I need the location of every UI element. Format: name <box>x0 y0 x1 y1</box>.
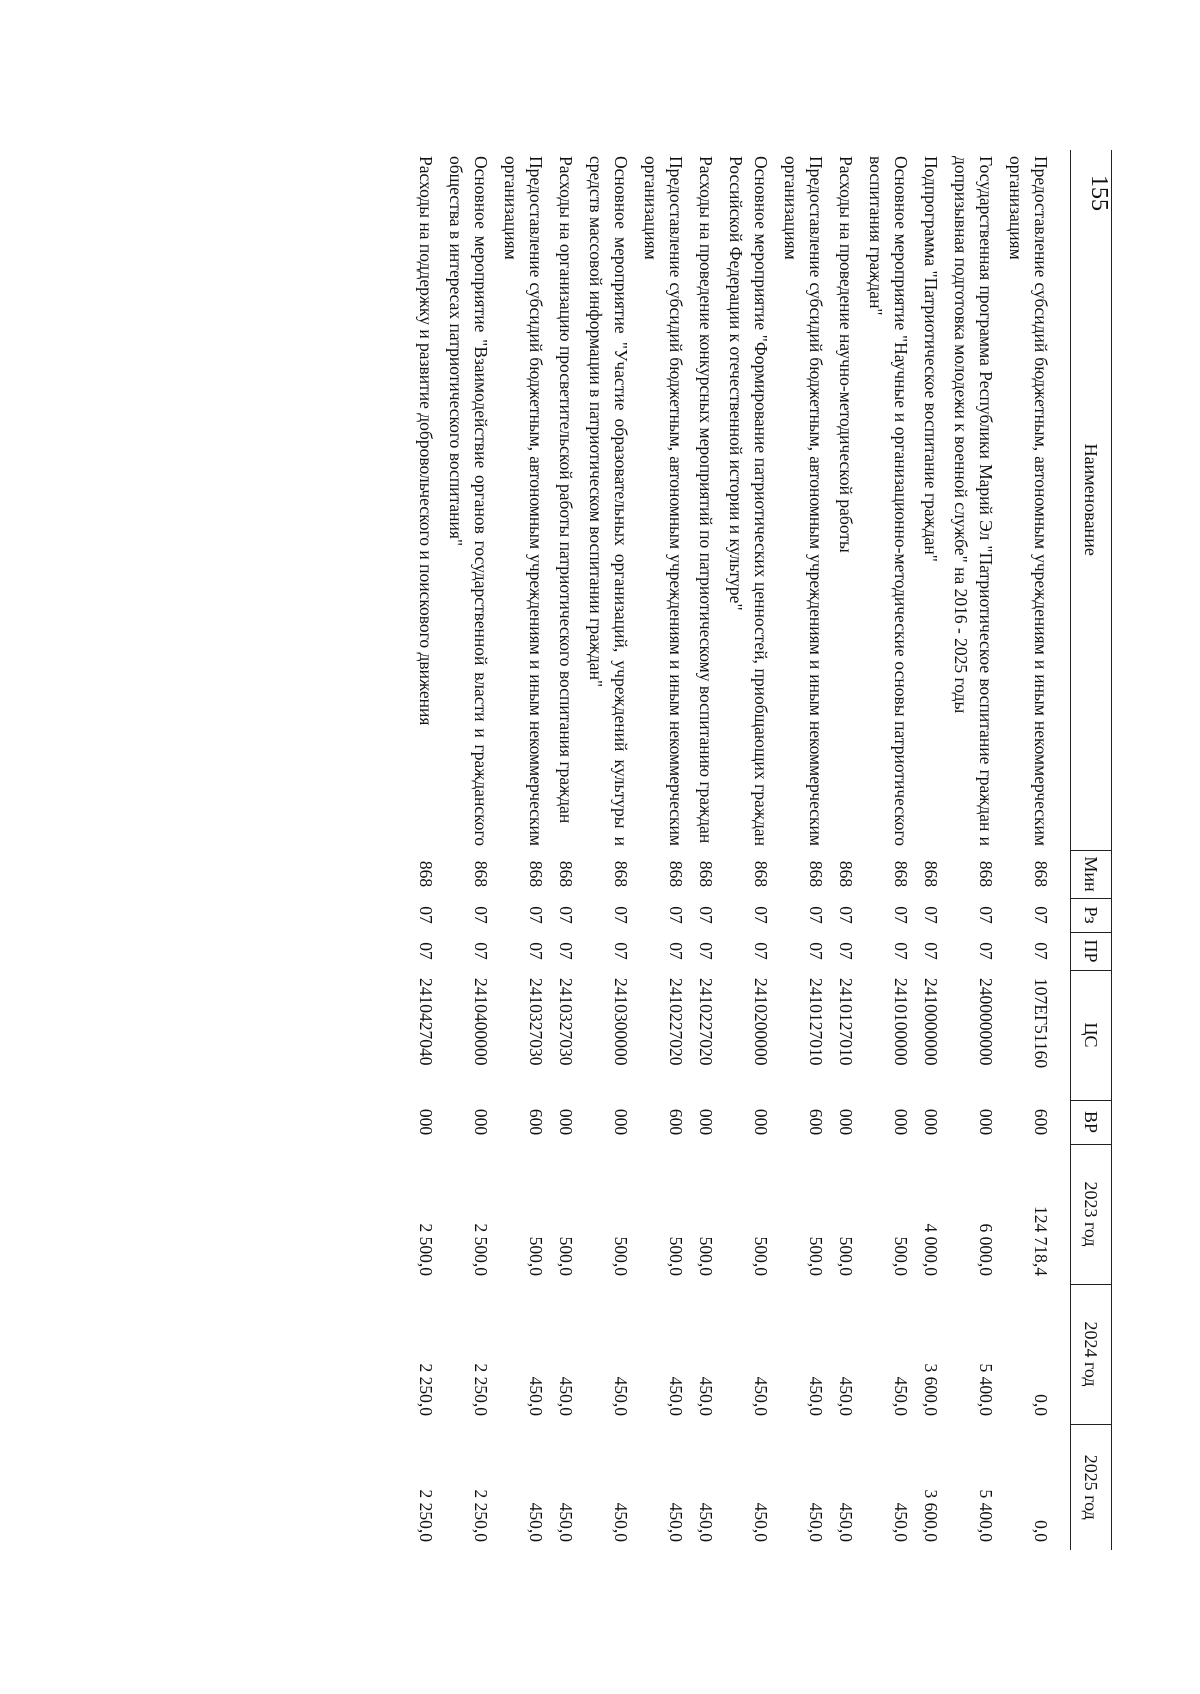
table-row <box>946 150 1001 1550</box>
cell-cs: 2410100000 <box>891 978 911 1066</box>
cell-2023: 500,0 <box>836 1236 856 1276</box>
cell-2023: 500,0 <box>611 1236 631 1276</box>
header-2024: 2024 год <box>1071 1284 1112 1424</box>
cell-rz: 07 <box>471 906 491 924</box>
cell-2023: 500,0 <box>526 1236 546 1276</box>
cell-2023: 500,0 <box>666 1236 686 1276</box>
header-pr: ПР <box>1071 932 1112 970</box>
cell-name: Предоставление субсидий бюджетным, автономным учреждениям и иным некоммерческим организациям <box>1006 156 1051 846</box>
cell-cs: 2400000000 <box>976 978 996 1066</box>
header-vr: ВР <box>1071 1100 1112 1144</box>
cell-min: 868 <box>696 860 716 888</box>
cell-pr: 07 <box>556 942 576 960</box>
cell-vr: 000 <box>751 1108 771 1136</box>
cell-name: Предоставление субсидий бюджетным, автономным учреждениям и иным некоммерческим организациям <box>501 156 546 846</box>
cell-pr: 07 <box>611 942 631 960</box>
cell-name: Основное мероприятие "Участие образовательных организаций, учреждений культуры и средств массовой информации в патриотическом воспитании граждан" <box>586 156 631 846</box>
cell-name: Расходы на организацию просветительской работы патриотического воспитания граждан <box>556 156 576 824</box>
cell-vr: 000 <box>696 1108 716 1136</box>
cell-pr: 07 <box>416 942 436 960</box>
budget-table <box>411 150 1112 1550</box>
cell-name: Основное мероприятие "Формирование патриотических ценностей, приобщающих граждан Российской Федерации к отечественной истории и культуре" <box>726 156 771 846</box>
cell-2024: 450,0 <box>836 1376 856 1416</box>
cell-cs: 107ЕГ51160 <box>1031 978 1051 1069</box>
cell-2023: 2 500,0 <box>416 1223 436 1276</box>
cell-name: Расходы на проведение научно-методической работы <box>836 156 856 553</box>
cell-name: Основное мероприятие "Научные и организационно-методические основы патриотического воспитания граждан" <box>866 156 911 846</box>
cell-rz: 07 <box>416 906 436 924</box>
table-body <box>411 150 1071 1550</box>
cell-2023: 500,0 <box>696 1236 716 1276</box>
cell-cs: 2410327030 <box>556 978 576 1066</box>
page-number: 155 <box>1086 175 1112 211</box>
cell-2025: 450,0 <box>806 1502 826 1542</box>
cell-min: 868 <box>666 860 686 888</box>
cell-2025: 2 250,0 <box>416 1489 436 1542</box>
cell-pr: 07 <box>471 942 491 960</box>
cell-min: 868 <box>751 860 771 888</box>
cell-pr: 07 <box>526 942 546 960</box>
cell-min: 868 <box>471 860 491 888</box>
spacer-row <box>1056 150 1071 1550</box>
cell-2024: 2 250,0 <box>416 1363 436 1416</box>
cell-pr: 07 <box>806 942 826 960</box>
cell-2024: 450,0 <box>891 1376 911 1416</box>
cell-rz: 07 <box>611 906 631 924</box>
cell-rz: 07 <box>836 906 856 924</box>
table-header-row <box>1071 150 1112 1550</box>
header-2025: 2025 год <box>1071 1424 1112 1550</box>
cell-2025: 450,0 <box>611 1502 631 1542</box>
cell-2023: 500,0 <box>751 1236 771 1276</box>
cell-cs: 2410127010 <box>806 978 826 1066</box>
cell-rz: 07 <box>751 906 771 924</box>
table-row <box>496 150 551 1550</box>
cell-2023: 6 000,0 <box>976 1223 996 1276</box>
cell-rz: 07 <box>891 906 911 924</box>
cell-min: 868 <box>1031 860 1051 888</box>
table-row <box>691 150 721 1550</box>
cell-name: Государственная программа Республики Марий Эл "Патриотическое воспитание граждан и допризывная подготовка молодежи к военной службе" на 2016 - 2025 годы <box>951 156 996 846</box>
cell-2024: 450,0 <box>611 1376 631 1416</box>
cell-2025: 0,0 <box>1031 1520 1051 1542</box>
cell-min: 868 <box>891 860 911 888</box>
cell-2025: 450,0 <box>891 1502 911 1542</box>
cell-rz: 07 <box>921 906 941 924</box>
cell-cs: 2410127010 <box>836 978 856 1066</box>
cell-pr: 07 <box>696 942 716 960</box>
cell-rz: 07 <box>696 906 716 924</box>
cell-rz: 07 <box>556 906 576 924</box>
cell-vr: 000 <box>471 1108 491 1136</box>
table-row <box>831 150 861 1550</box>
cell-pr: 07 <box>836 942 856 960</box>
rotated-page-content <box>411 150 1112 1550</box>
cell-min: 868 <box>556 860 576 888</box>
cell-vr: 000 <box>976 1108 996 1136</box>
cell-2025: 450,0 <box>751 1502 771 1542</box>
cell-2024: 450,0 <box>696 1376 716 1416</box>
cell-pr: 07 <box>891 942 911 960</box>
table-row <box>1001 150 1056 1550</box>
cell-pr: 07 <box>666 942 686 960</box>
cell-cs: 2410327030 <box>526 978 546 1066</box>
cell-min: 868 <box>806 860 826 888</box>
cell-rz: 07 <box>976 906 996 924</box>
cell-name: Расходы на поддержку и развитие добровольческого и поискового движения <box>416 156 436 726</box>
cell-cs: 2410400000 <box>471 978 491 1066</box>
cell-cs: 2410227020 <box>696 978 716 1066</box>
cell-cs: 2410300000 <box>611 978 631 1066</box>
cell-name: Подпрограмма "Патриотическое воспитание граждан" <box>921 156 941 562</box>
cell-min: 868 <box>921 860 941 888</box>
cell-pr: 07 <box>976 942 996 960</box>
cell-vr: 000 <box>556 1108 576 1136</box>
cell-vr: 600 <box>526 1108 546 1136</box>
table-row <box>916 150 946 1550</box>
header-rz: Рз <box>1071 898 1112 932</box>
cell-pr: 07 <box>1031 942 1051 960</box>
header-2023: 2023 год <box>1071 1144 1112 1284</box>
table-row <box>551 150 581 1550</box>
cell-cs: 2410227020 <box>666 978 686 1066</box>
table-row <box>441 150 496 1550</box>
cell-min: 868 <box>416 860 436 888</box>
cell-rz: 07 <box>526 906 546 924</box>
table-row <box>636 150 691 1550</box>
cell-2025: 450,0 <box>526 1502 546 1542</box>
cell-vr: 600 <box>666 1108 686 1136</box>
cell-2025: 5 400,0 <box>976 1489 996 1542</box>
cell-vr: 600 <box>806 1108 826 1136</box>
cell-2025: 450,0 <box>556 1502 576 1542</box>
table-row <box>861 150 916 1550</box>
table-row <box>721 150 776 1550</box>
cell-name: Основное мероприятие "Взаимодействие органов государственной власти и гражданского общества в интересах патриотического воспитания" <box>446 156 491 846</box>
cell-vr: 000 <box>416 1108 436 1136</box>
cell-vr: 600 <box>1031 1108 1051 1136</box>
cell-rz: 07 <box>806 906 826 924</box>
cell-cs: 2410427040 <box>416 978 436 1066</box>
header-cs: ЦС <box>1071 970 1112 1100</box>
cell-vr: 000 <box>836 1108 856 1136</box>
cell-name: Расходы на проведение конкурсных мероприятий по патриотическому воспитанию граждан <box>696 156 716 844</box>
cell-name: Предоставление субсидий бюджетным, автономным учреждениям и иным некоммерческим организациям <box>781 156 826 846</box>
cell-2024: 2 250,0 <box>471 1363 491 1416</box>
cell-pr: 07 <box>921 942 941 960</box>
cell-2023: 500,0 <box>891 1236 911 1276</box>
cell-2024: 0,0 <box>1031 1394 1051 1416</box>
cell-2023: 2 500,0 <box>471 1223 491 1276</box>
cell-min: 868 <box>976 860 996 888</box>
cell-2024: 450,0 <box>666 1376 686 1416</box>
cell-name: Предоставление субсидий бюджетным, автономным учреждениям и иным некоммерческим организациям <box>641 156 686 846</box>
cell-vr: 000 <box>611 1108 631 1136</box>
cell-cs: 2410000000 <box>921 978 941 1066</box>
cell-2024: 5 400,0 <box>976 1363 996 1416</box>
header-name: Наименование <box>1071 150 1112 850</box>
cell-2024: 450,0 <box>751 1376 771 1416</box>
cell-min: 868 <box>526 860 546 888</box>
cell-cs: 2410200000 <box>751 978 771 1066</box>
table-row <box>411 150 441 1550</box>
header-min: Мин <box>1071 850 1112 898</box>
cell-2025: 3 600,0 <box>921 1489 941 1542</box>
cell-rz: 07 <box>1031 906 1051 924</box>
cell-2025: 450,0 <box>666 1502 686 1542</box>
cell-2024: 450,0 <box>526 1376 546 1416</box>
cell-pr: 07 <box>751 942 771 960</box>
cell-rz: 07 <box>666 906 686 924</box>
cell-2025: 450,0 <box>696 1502 716 1542</box>
cell-min: 868 <box>611 860 631 888</box>
cell-min: 868 <box>836 860 856 888</box>
cell-vr: 000 <box>891 1108 911 1136</box>
cell-2023: 500,0 <box>806 1236 826 1276</box>
cell-2024: 450,0 <box>556 1376 576 1416</box>
cell-2023: 4 000,0 <box>921 1223 941 1276</box>
cell-2023: 124 718,4 <box>1031 1206 1051 1276</box>
cell-2024: 3 600,0 <box>921 1363 941 1416</box>
cell-2023: 500,0 <box>556 1236 576 1276</box>
cell-vr: 000 <box>921 1108 941 1136</box>
cell-2025: 450,0 <box>836 1502 856 1542</box>
table-row <box>581 150 636 1550</box>
cell-2025: 2 250,0 <box>471 1489 491 1542</box>
table-row <box>776 150 831 1550</box>
cell-2024: 450,0 <box>806 1376 826 1416</box>
